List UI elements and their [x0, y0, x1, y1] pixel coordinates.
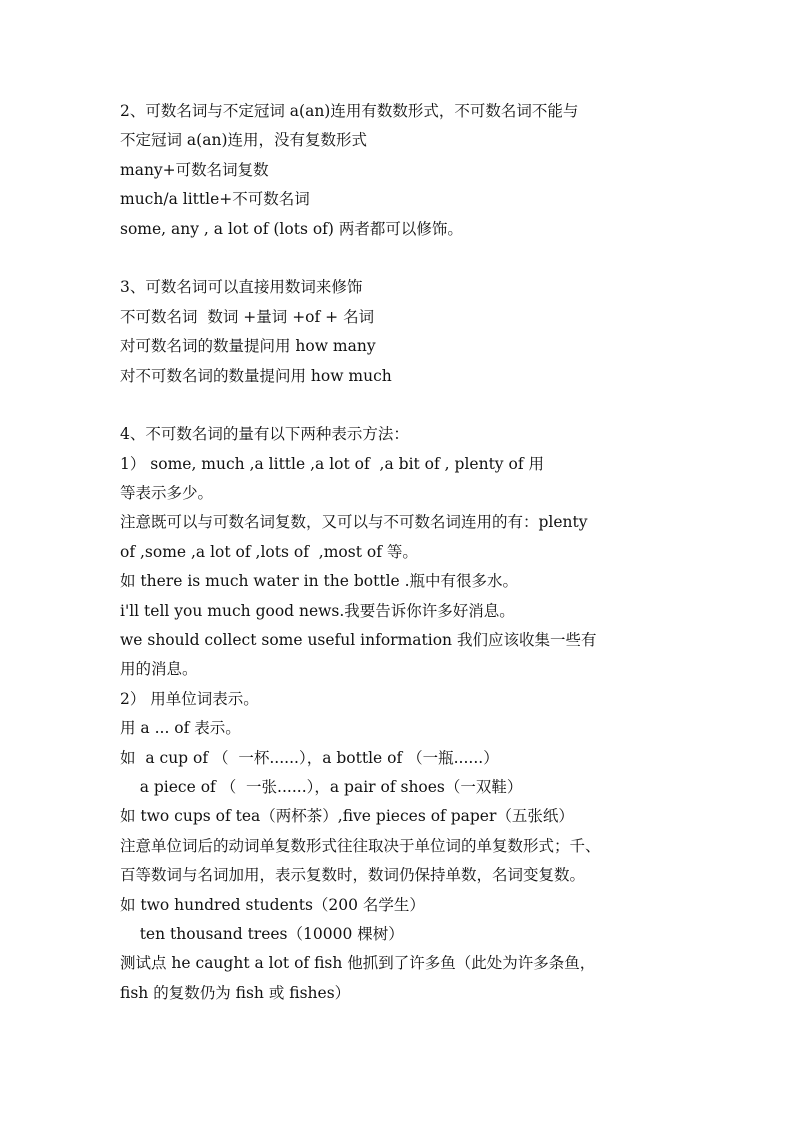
example-line: 测试点 he caught a lot of fish 他抓到了许多鱼（此处为许多条鱼， [120, 954, 596, 973]
text-line: 百等数词与名词加用，表示复数时，数词仍保持单数，名词变复数。 [120, 866, 586, 885]
section-4-heading: 4、不可数名词的量有以下两种表示方法： [120, 425, 409, 444]
example-line: 如 two cups of tea（两杯茶）,five pieces of paper（五张纸） [120, 807, 574, 826]
example-line: 如 there is much water in the bottle .瓶中有很多水。 [120, 572, 519, 591]
section-2-heading: 2、可数名词与不定冠词 a(an)连用有数数形式，不可数名词不能与 [120, 102, 579, 120]
text-line: 不定冠词 a(an)连用，没有复数形式 [120, 131, 367, 150]
text-line: 对不可数名词的数量提问用 how much [120, 366, 392, 385]
text-line: 注意单位词后的动词单复数形式往往取决于单位词的单复数形式；千、 [120, 836, 601, 855]
text-line: many+可数名词复数 [120, 160, 269, 179]
text-line: much/a little+不可数名词 [120, 190, 310, 209]
text-line: of ,some ,a lot of ,lots of ,most of 等。 [120, 542, 418, 561]
subheading-line: 2） 用单位词表示。 [120, 689, 259, 708]
example-line: 如 two hundred students（200 名学生） [120, 895, 425, 914]
text-line: 对可数名词的数量提问用 how many [120, 337, 376, 356]
section-3-heading: 3、可数名词可以直接用数词来修饰 [120, 278, 363, 297]
example-line: a piece of （ 一张......），a pair of shoes（一双鞋） [120, 777, 523, 796]
example-line: ten thousand trees（10000 棵树） [120, 924, 404, 943]
text-line: 用 a ... of 表示。 [120, 719, 241, 738]
text-line: 用的消息。 [120, 660, 198, 679]
paragraph-gap [120, 244, 694, 273]
example-line: i'll tell you much good news.我要告诉你许多好消息。 [120, 601, 515, 620]
text-line: some, any , a lot of (lots of) 两者都可以修饰。 [120, 219, 463, 238]
example-line: 如 a cup of （ 一杯......），a bottle of （一瓶......） [120, 748, 499, 767]
text-line: 1） some, much ,a little ,a lot of ,a bit of , plenty of 用 [120, 454, 544, 473]
text-line: 注意既可以与可数名词复数，又可以与不可数名词连用的有：plenty [120, 513, 588, 532]
paragraph-gap [120, 391, 694, 420]
example-line: we should collect some useful information 我们应该收集一些有 [120, 631, 597, 650]
text-line: 等表示多少。 [120, 484, 214, 503]
document-body [120, 97, 694, 1008]
text-line: 不可数名词 数词 +量词 +of + 名词 [120, 307, 375, 326]
text-line: fish 的复数仍为 fish 或 fishes） [120, 983, 351, 1002]
